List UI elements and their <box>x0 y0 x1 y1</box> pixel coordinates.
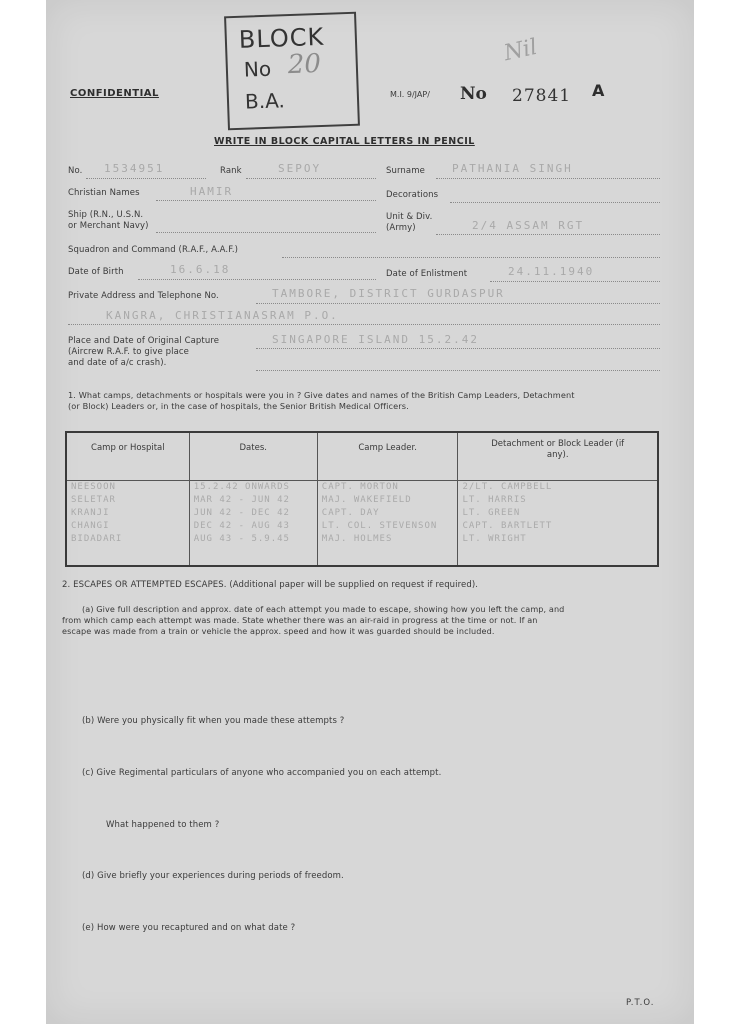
q2a-line2: from which camp each attempt was made. State whether there was an air-raid in progress at the time or not. If an <box>62 615 538 625</box>
surname-field[interactable]: PATHANIA SINGH <box>452 162 573 175</box>
stamp-block-text: BLOCK <box>238 22 325 54</box>
table-cell: BIDADARI <box>71 534 123 544</box>
col-dates: Dates. <box>189 432 317 481</box>
pencil-note: Nil <box>501 34 540 67</box>
col-camp-leader: Camp Leader. <box>317 432 458 481</box>
rank-field[interactable]: SEPOY <box>278 162 322 175</box>
dob-label: Date of Birth <box>68 267 124 277</box>
dates-column-cells[interactable] <box>189 481 317 567</box>
table-cell: SELETAR <box>71 495 116 505</box>
camps-table <box>65 431 659 567</box>
christian-names-label: Christian Names <box>68 188 140 198</box>
q2c-followup-text: What happened to them ? <box>106 820 220 830</box>
decorations-label: Decorations <box>386 190 439 200</box>
capture-label-1: Place and Date of Original Capture <box>68 336 220 346</box>
table-cell: LT. HARRIS <box>462 495 527 505</box>
rank-label: Rank <box>220 166 242 176</box>
unit-field[interactable]: 2/4 ASSAM RGT <box>472 219 585 232</box>
table-cell: MAR 42 - JUN 42 <box>193 495 290 505</box>
table-cell: MAJ. HOLMES <box>321 534 393 544</box>
unit-label-1: Unit & Div. <box>386 212 433 222</box>
table-cell: MAJ. WAKEFIELD <box>321 495 412 505</box>
leader-column-cells[interactable] <box>317 481 458 567</box>
form-heading: WRITE IN BLOCK CAPITAL LETTERS IN PENCIL <box>214 136 475 147</box>
block-stamp <box>224 12 360 131</box>
surname-label: Surname <box>386 166 425 176</box>
ship-label-2: or Merchant Navy) <box>68 221 149 231</box>
enlistment-label: Date of Enlistment <box>386 269 468 279</box>
col-detachment-leader: Detachment or Block Leader (if any). <box>458 432 658 481</box>
table-cell: KRANJI <box>71 508 110 518</box>
table-cell: CAPT. MORTON <box>321 482 399 492</box>
q2a-line1: (a) Give full description and approx. date of each attempt you made to escape, showing how you left the camp, and <box>82 604 565 614</box>
enlistment-field[interactable]: 24.11.1940 <box>508 265 595 278</box>
capture-label-2: (Aircrew R.A.F. to give place <box>68 347 189 357</box>
stamp-no-text: No <box>243 56 272 82</box>
serial-no-label: No <box>460 84 487 104</box>
col-camp-hospital: Camp or Hospital <box>66 432 189 481</box>
dob-field[interactable]: 16.6.18 <box>170 263 231 276</box>
stamp-ba-text: B.A. <box>244 88 286 114</box>
address-field-line2[interactable]: KANGRA, CHRISTIANASRAM P.O. <box>106 309 339 322</box>
table-cell: NEESOON <box>71 482 116 492</box>
no-field[interactable]: 1534951 <box>104 162 165 175</box>
confidential-label: CONFIDENTIAL <box>70 88 159 99</box>
capture-label-3: and date of a/c crash). <box>68 358 167 368</box>
address-field-line1[interactable]: TAMBORE, DISTRICT GURDASPUR <box>272 287 505 300</box>
camps-table-header <box>66 432 658 481</box>
mi-reference: M.I. 9/JAP/ <box>390 90 430 99</box>
table-cell: 2/LT. CAMPBELL <box>462 482 553 492</box>
no-label: No. <box>68 166 83 176</box>
table-cell: LT. COL. STEVENSON <box>321 521 438 531</box>
stamp-block-number: 20 <box>287 48 322 81</box>
camp-column-cells[interactable] <box>66 481 189 567</box>
q2b-text: (b) Were you physically fit when you made these attempts ? <box>82 716 345 726</box>
q2d-text: (d) Give briefly your experiences during periods of freedom. <box>82 871 344 881</box>
unit-label-2: (Army) <box>386 223 416 233</box>
capture-field[interactable]: SINGAPORE ISLAND 15.2.42 <box>272 333 479 346</box>
squadron-label: Squadron and Command (R.A.F., A.A.F.) <box>68 245 239 255</box>
christian-names-field[interactable]: HAMIR <box>190 185 234 198</box>
table-cell: JUN 42 - DEC 42 <box>193 508 290 518</box>
form-page <box>46 0 694 1024</box>
serial-suffix: A <box>592 81 605 100</box>
ship-label-1: Ship (R.N., U.S.N. <box>68 210 144 220</box>
table-cell: CAPT. DAY <box>321 508 380 518</box>
detachment-column-cells[interactable] <box>458 481 658 567</box>
q2e-text: (e) How were you recaptured and on what date ? <box>82 923 296 933</box>
table-cell: 15.2.42 ONWARDS <box>193 482 290 492</box>
table-cell: DEC 42 - AUG 43 <box>193 521 290 531</box>
table-cell: LT. WRIGHT <box>462 534 527 544</box>
pto-label: P.T.O. <box>626 998 655 1008</box>
q1-text-line1: 1. What camps, detachments or hospitals were you in ? Give dates and names of the British Camp Leaders, Detachment <box>68 390 575 400</box>
table-cell: AUG 43 - 5.9.45 <box>193 534 290 544</box>
q2c-text: (c) Give Regimental particulars of anyone who accompanied you on each attempt. <box>82 768 442 778</box>
q2a-line3: escape was made from a train or vehicle the approx. speed and how it was guarded should be included. <box>62 626 495 636</box>
table-cell: CAPT. BARTLETT <box>462 521 553 531</box>
table-cell: LT. GREEN <box>462 508 521 518</box>
table-cell: CHANGI <box>71 521 110 531</box>
q2-title: 2. ESCAPES OR ATTEMPTED ESCAPES. (Additional paper will be supplied on request if required). <box>62 580 479 590</box>
camps-table-body <box>66 481 658 567</box>
q1-text-line2: (or Block) Leaders or, in the case of hospitals, the Senior British Medical Officers. <box>68 401 409 411</box>
serial-number: 27841 <box>512 86 572 106</box>
address-label: Private Address and Telephone No. <box>68 291 219 301</box>
